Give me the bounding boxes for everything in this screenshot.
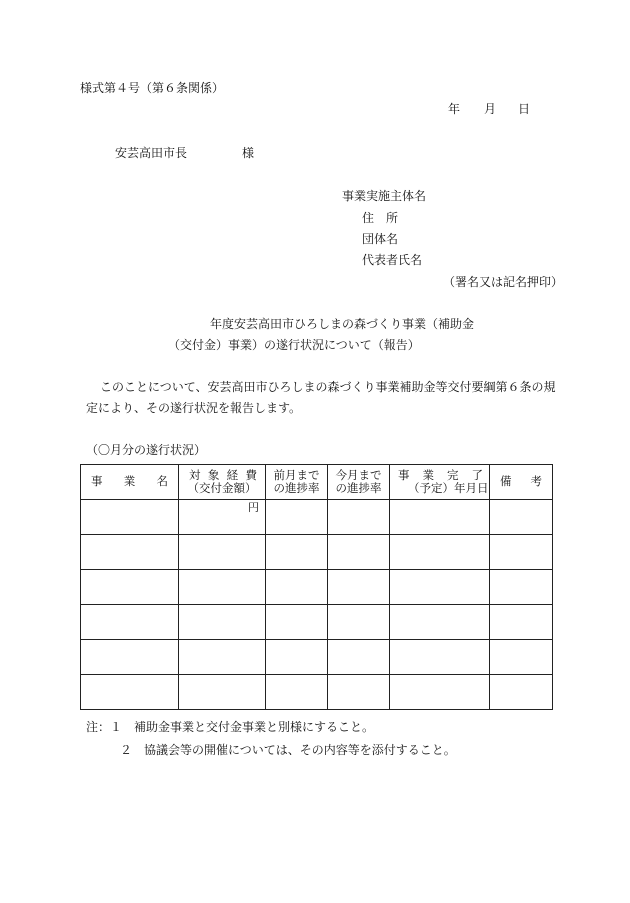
cell-current-progress[interactable]: [328, 605, 390, 640]
applicant-representative-label: 代表者氏名: [362, 253, 423, 267]
note-number: １: [110, 720, 123, 734]
table-row: [81, 675, 553, 710]
header-target-cost: 対 象 経 費 （交付金額）: [179, 465, 266, 500]
cell-prev-progress[interactable]: [266, 535, 328, 570]
cell-remarks[interactable]: [490, 570, 553, 605]
table-row: [81, 570, 553, 605]
cell-prev-progress[interactable]: [266, 640, 328, 675]
table-row: [81, 535, 553, 570]
table-row: [81, 605, 553, 640]
body-text-line1: このことについて、安芸高田市ひろしまの森づくり事業補助金等交付要綱第６条の規: [100, 380, 556, 394]
note-item-1: [86, 721, 374, 733]
honorific: 様: [242, 146, 255, 160]
cell-current-progress[interactable]: [328, 570, 390, 605]
table-row: [81, 640, 553, 675]
cell-completion-date[interactable]: [390, 500, 490, 535]
cell-current-progress[interactable]: [328, 640, 390, 675]
cell-remarks[interactable]: [490, 675, 553, 710]
date-day-label: 日: [518, 102, 531, 116]
cell-completion-date[interactable]: [390, 640, 490, 675]
note-text: 協議会等の開催については、その内容等を添付すること。: [144, 743, 456, 757]
header-project-name: 事 業 名: [81, 465, 179, 500]
cell-current-progress[interactable]: [328, 675, 390, 710]
table-row: [81, 500, 553, 535]
table-header-row: [81, 465, 553, 500]
cell-project-name[interactable]: [81, 675, 179, 710]
cell-project-name[interactable]: [81, 500, 179, 535]
cell-target-cost[interactable]: [179, 605, 266, 640]
header-completion-date: 事 業 完 了 （予定）年月日: [390, 465, 490, 500]
cell-prev-progress[interactable]: [266, 570, 328, 605]
applicant-organization-label: 団体名: [362, 232, 399, 246]
applicant-heading: 事業実施主体名: [342, 189, 427, 203]
date-year-label: 年: [448, 102, 461, 116]
cell-completion-date[interactable]: [390, 605, 490, 640]
note-prefix: 注：: [86, 720, 111, 734]
addressee: 安芸高田市長: [115, 146, 188, 160]
cell-prev-progress[interactable]: [266, 675, 328, 710]
header-remarks: 備 考: [490, 465, 553, 500]
cell-prev-progress[interactable]: [266, 605, 328, 640]
body-text-line2: 定により、その遂行状況を報告します。: [86, 401, 302, 415]
cell-target-cost[interactable]: [179, 570, 266, 605]
table-caption: （〇月分の遂行状況）: [86, 443, 207, 457]
document-title-line1: 年度安芸高田市ひろしまの森づくり事業（補助金: [210, 317, 475, 331]
cell-project-name[interactable]: [81, 605, 179, 640]
document-title-line2: （交付金）事業）の遂行状況について（報告）: [168, 338, 420, 352]
date-month-label: 月: [484, 102, 497, 116]
cell-project-name[interactable]: [81, 570, 179, 605]
note-item-2: [120, 744, 456, 756]
cell-target-cost[interactable]: [179, 535, 266, 570]
cell-completion-date[interactable]: [390, 675, 490, 710]
cell-remarks[interactable]: [490, 605, 553, 640]
header-prev-progress: 前月まで の進捗率: [266, 465, 328, 500]
cell-project-name[interactable]: [81, 640, 179, 675]
cell-remarks[interactable]: [490, 640, 553, 675]
cell-target-cost[interactable]: [179, 640, 266, 675]
applicant-address-label: 住 所: [362, 211, 399, 225]
note-number: ２: [120, 743, 133, 757]
note-text: 補助金事業と交付金事業と別様にすること。: [134, 720, 375, 734]
cell-project-name[interactable]: [81, 535, 179, 570]
cell-completion-date[interactable]: [390, 570, 490, 605]
cell-completion-date[interactable]: [390, 535, 490, 570]
cell-remarks[interactable]: [490, 500, 553, 535]
form-number: 様式第４号（第６条関係）: [80, 81, 225, 95]
cell-target-cost[interactable]: [179, 500, 266, 535]
seal-note: （署名又は記名押印）: [443, 275, 564, 289]
header-current-progress: 今月まで の進捗率: [328, 465, 390, 500]
cell-current-progress[interactable]: [328, 500, 390, 535]
progress-table: [80, 464, 553, 710]
cell-prev-progress[interactable]: [266, 500, 328, 535]
cell-target-cost[interactable]: [179, 675, 266, 710]
cell-remarks[interactable]: [490, 535, 553, 570]
yen-unit-label: 円: [248, 501, 259, 514]
cell-current-progress[interactable]: [328, 535, 390, 570]
